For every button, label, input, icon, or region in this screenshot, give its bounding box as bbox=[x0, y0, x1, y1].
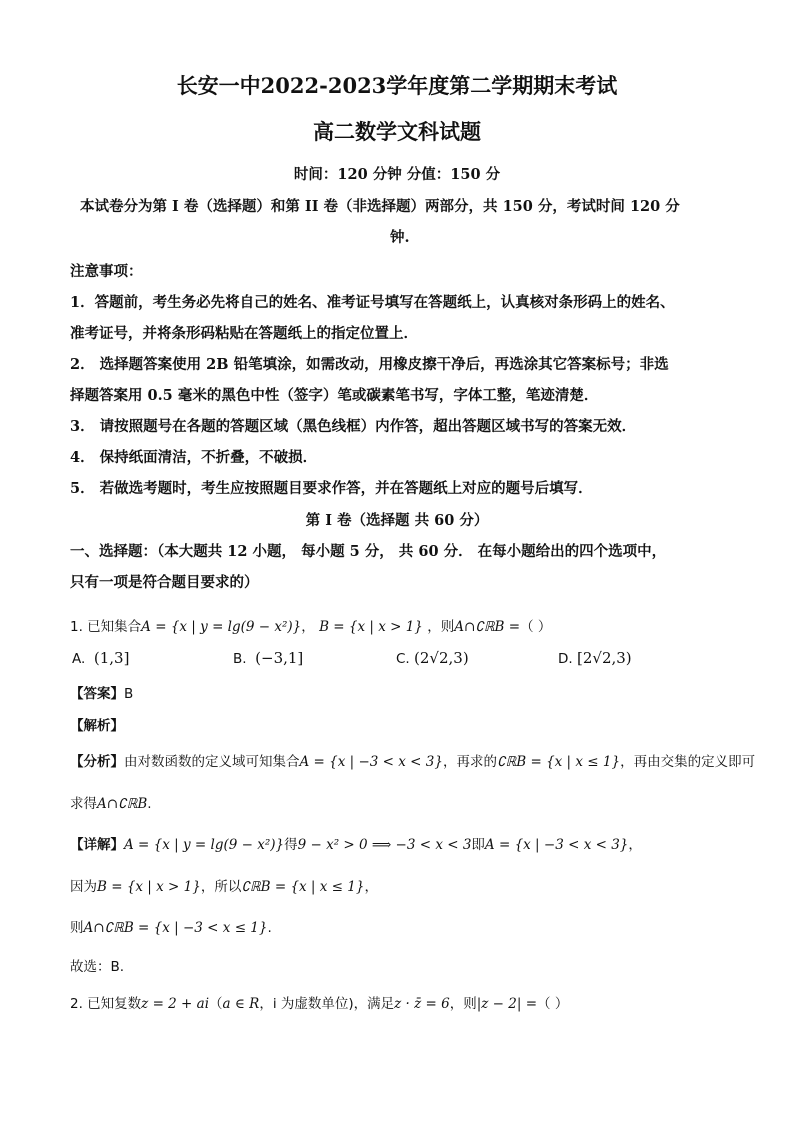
q1-option-a: A. (1,3] bbox=[72, 649, 130, 667]
q1-choose: 故选：B. bbox=[70, 959, 125, 975]
time-score: 时间：120 分钟 分值：150 分 bbox=[293, 166, 501, 183]
notice-item-2a: 2． 选择题答案使用 2B 铅笔填涂，如需改动，用橡皮擦干净后，再选涂其它答案标号；非选 bbox=[70, 356, 669, 373]
q1-answer: 【答案】B bbox=[70, 686, 134, 702]
part-heading-a: 一、选择题：（本大题共 12 小题， 每小题 5 分， 共 60 分． 在每小题给出的四个选项中， bbox=[70, 543, 667, 560]
question-2-stem: 2. 已知复数z = 2 + ai（a ∈ R，i 为虚数单位)，满足z · z̄ = 6，则|z − 2| =（ ） bbox=[70, 996, 569, 1012]
exam-title: 长安一中2022-2023学年度第二学期期末考试 bbox=[176, 73, 618, 98]
q1-analysis-heading: 【解析】 bbox=[70, 718, 124, 734]
notice-item-2b: 择题答案用 0.5 毫米的黑色中性（签字）笔或碳素笔书写，字体工整，笔迹清楚． bbox=[70, 387, 599, 404]
q1-expr: A∩∁ℝB = bbox=[454, 619, 521, 635]
notice-item-5: 5． 若做选考题时，考生应按照题目要求作答，并在答题纸上对应的题号后填写． bbox=[70, 480, 593, 497]
q1-detail-line-1: 【详解】A = {x | y = lg(9 − x²)}得9 − x² > 0 ⟹ −3 < x < 3即A = {x | −3 < x < 3}， bbox=[70, 837, 642, 853]
q1-then: ，则 bbox=[427, 619, 455, 635]
q1-fenxi-line-1: 【分析】由对数函数的定义域可知集合A = {x | −3 < x < 3}，再求的∁ℝB = {x | x ≤ 1}，再由交集的定义即可 bbox=[70, 754, 756, 770]
q1-option-c: C. (2√2,3) bbox=[396, 649, 469, 667]
notice-item-1b: 准考证号，并将条形码粘贴在答题纸上的指定位置上． bbox=[70, 325, 418, 342]
q1-fenxi-line-2: 求得A∩∁ℝB. bbox=[70, 796, 152, 812]
part-heading-b: 只有一项是符合题目要求的） bbox=[70, 574, 259, 591]
q1-paren: （ ） bbox=[520, 619, 552, 635]
intro-line-2: 钟. bbox=[390, 229, 410, 246]
notice-item-3: 3． 请按照题号在各题的答题区域（黑色线框）内作答，超出答题区域书写的答案无效． bbox=[70, 418, 637, 435]
q1-set-a: A = {x | y = lg(9 − x²)} bbox=[141, 619, 302, 635]
q1-sep: ， bbox=[301, 619, 315, 635]
q1-set-b: B = {x | x > 1} bbox=[319, 619, 423, 635]
q1-detail-line-2: 因为B = {x | x > 1}，所以∁ℝB = {x | x ≤ 1}， bbox=[70, 879, 378, 895]
question-1-stem bbox=[70, 617, 551, 637]
q1-detail-line-3: 则A∩∁ℝB = {x | −3 < x ≤ 1}. bbox=[70, 920, 272, 936]
notice-item-4: 4． 保持纸面清洁，不折叠，不破损． bbox=[70, 449, 318, 466]
notice-item-1a: 1．答题前，考生务必先将自己的姓名、准考证号填写在答题纸上，认真核对条形码上的姓名、 bbox=[70, 294, 675, 311]
exam-subtitle: 高二数学文科试题 bbox=[313, 119, 481, 144]
notice-heading: 注意事项： bbox=[70, 263, 143, 280]
q1-prefix: 1. 已知集合 bbox=[70, 619, 142, 635]
section-heading: 第 I 卷（选择题 共 60 分） bbox=[305, 512, 489, 529]
q1-option-b: B. (−3,1] bbox=[233, 649, 304, 667]
q1-option-d: D. [2√2,3) bbox=[558, 649, 632, 667]
intro-line-1: 本试卷分为第 I 卷（选择题）和第 II 卷（非选择题）两部分，共 150 分，考试时间 120 分 bbox=[80, 198, 680, 215]
